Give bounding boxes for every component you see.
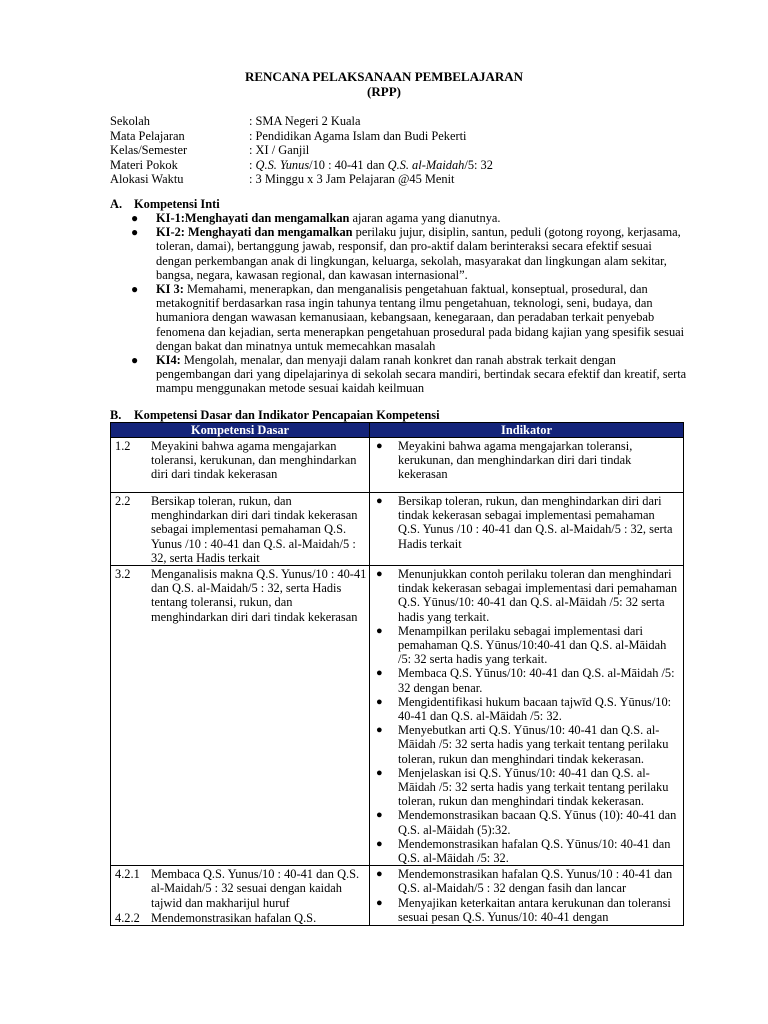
- identity-row-kelas-semester: [110, 143, 493, 158]
- kd-entry: [111, 493, 369, 565]
- ki-text: ajaran agama yang dianutnya.: [349, 211, 501, 225]
- indicator-text: Menyajikan keterkaitan antara kerukunan dan toleransi sesuai pesan Q.S. Yunus/10: 40-41 dengan: [398, 895, 671, 924]
- table-row: [111, 566, 684, 866]
- kd-cell: [111, 866, 370, 926]
- indicator-text: Menjelaskan isi Q.S. Yūnus/10: 40-41 dan Q.S. al-Māidah /5: 32 serta hadis yang terkait tentang perilaku toleran, rukun dan menghindari tindak kekerasan.: [398, 765, 669, 809]
- bullet-icon: ●: [376, 896, 383, 909]
- identity-value-italic: Q.S. Yunus: [255, 157, 310, 172]
- kd-cell: [111, 566, 370, 866]
- identity-block: [110, 114, 493, 187]
- kd-entry: [111, 910, 369, 925]
- list-item: [0, 211, 768, 225]
- identity-label: Alokasi Waktu: [110, 172, 184, 186]
- ki-label: KI-2: Menghayati dan mengamalkan: [156, 225, 353, 240]
- kd-entry: [111, 438, 369, 482]
- identity-row-mata-pelajaran: [110, 129, 493, 144]
- kd-number: 1.2: [115, 439, 131, 453]
- bullet-icon: ●: [376, 495, 383, 507]
- identity-label: Mata Pelajaran: [110, 128, 185, 143]
- indicator-item: [376, 766, 679, 809]
- bullet-icon: ●: [376, 695, 383, 708]
- bullet-icon: ●: [131, 211, 139, 225]
- indicator-text: Menyebutkan arti Q.S. Yūnus/10: 40-41 dan Q.S. al-Māidah /5: 32 serta hadis yang terkait tentang perilaku toleran, rukun dan menghindari tindak kekerasan.: [398, 723, 669, 766]
- indicator-item: [376, 439, 679, 482]
- identity-value: [249, 158, 493, 173]
- section-title: Kompetensi Dasar dan Indikator Pencapaian Kompetensi: [134, 408, 440, 422]
- table-row: [111, 493, 684, 566]
- section-number: B.: [110, 408, 122, 422]
- indicator-text: Membaca Q.S. Yūnus/10: 40-41 dan Q.S. al-Māidah /5: 32 dengan benar.: [398, 666, 675, 695]
- identity-value-italic: Q.S. al-Maidah: [387, 157, 465, 172]
- indicator-text: Mendemonstrasikan hafalan Q.S. Yunus/10 : 40-41 dan Q.S. al-Maidah/5 : 32 dengan fasih dan lancar: [398, 867, 673, 896]
- bullet-icon: ●: [376, 766, 383, 779]
- identity-label: Sekolah: [110, 114, 150, 128]
- ki-text: Memahami, menerapkan, dan menganalisis pengetahuan faktual, konseptual, prosedural, dan metakognitif berdasarkan rasa ingin tahunya tentang ilmu pengetahuan, teknologi, seni, budaya, dan humaniora dengan wawasan kemanusiaan, kebangsaan, kenegaraan, dan peradaban terkait penyebab fenomena dan kejadian, serta menerapkan pengetahuan prosedural pada bidang kajian yang spesifik sesuai dengan bakat dan minatnya untuk memecahkan masalah: [156, 282, 685, 353]
- ki-text: perilaku jujur, disiplin, santun, peduli (gotong royong, kerjasama, toleran, damai), bertanggung jawab, responsif, dan pro-aktif dalam berinteraksi secara efektif sesuai dengan perkembangan anak di lingkungan, keluarga, sekolah, masyarakat dan lingkungan alam sekitar, bangsa, negara, kawasan regional, dan kawasan internasional”.: [156, 225, 681, 282]
- ki-label: KI 3:: [156, 282, 184, 297]
- bullet-icon: ●: [376, 837, 383, 850]
- bullet-icon: ●: [131, 353, 139, 368]
- kompetensi-inti-list: [0, 211, 768, 396]
- section-b-heading: [110, 408, 440, 422]
- indicator-item: [376, 808, 679, 836]
- kd-text: Menganalisis makna Q.S. Yunus/10 : 40-41 dan Q.S. al-Maidah/5 : 32, serta Hadis tentang toleransi, rukun, dan menghindarkan diri dari tindak kekerasan: [151, 567, 367, 624]
- bullet-icon: ●: [376, 568, 383, 581]
- ki-label: KI4:: [156, 353, 181, 368]
- identity-row-alokasi-waktu: [110, 172, 493, 187]
- indicator-cell: [370, 438, 684, 493]
- kd-text: Bersikap toleran, rukun, dan menghindarkan diri dari tindak kekerasan sebagai implementasi pemahaman Q.S. Yunus /10 : 40-41 dan Q.S. al-Maidah/5 : 32, serta Hadis terkait: [151, 494, 358, 565]
- document-title: RENCANA PELAKSANAAN PEMBELAJARAN: [244, 69, 524, 84]
- indicator-item: [376, 723, 679, 766]
- bullet-icon: ●: [376, 868, 383, 881]
- indicator-item: [376, 494, 679, 551]
- kd-number: 2.2: [115, 494, 131, 508]
- document-subtitle: (RPP): [367, 84, 401, 99]
- column-header-kompetensi-dasar: Kompetensi Dasar: [111, 423, 370, 438]
- identity-value-part: /5: 32: [464, 157, 493, 172]
- identity-value: : Pendidikan Agama Islam dan Budi Pekerti: [249, 128, 467, 143]
- indicator-text: Mendemonstrasikan hafalan Q.S. Yūnus/10: 40-41 dan Q.S. al-Māidah /5: 32.: [398, 836, 671, 866]
- list-item: [0, 353, 768, 396]
- indicator-item: [376, 867, 679, 895]
- kompetensi-table: [110, 422, 684, 926]
- bullet-icon: ●: [376, 809, 383, 822]
- kd-cell: [111, 438, 370, 493]
- section-title: Kompetensi Inti: [134, 197, 220, 211]
- list-item: [0, 282, 768, 353]
- identity-label: Materi Pokok: [110, 157, 178, 172]
- list-item: [0, 225, 768, 282]
- indicator-text: Bersikap toleran, rukun, dan menghindarkan diri dari tindak kekerasan sebagai implementasi pemahaman Q.S. Yunus /10 : 40-41 dan Q.S. al-Maidah/5 : 32, serta Hadis terkait: [398, 494, 673, 551]
- bullet-icon: ●: [376, 667, 383, 680]
- table-row: [111, 438, 684, 493]
- indicator-item: [376, 896, 679, 924]
- kd-number: 4.2.1: [115, 867, 140, 882]
- kd-entry: [111, 566, 369, 624]
- indicator-text: Mendemonstrasikan bacaan Q.S. Yūnus (10): 40-41 dan Q.S. al-Māidah (5):32.: [398, 808, 677, 837]
- kd-text: Mendemonstrasikan hafalan Q.S.: [151, 910, 317, 925]
- bullet-icon: ●: [131, 282, 139, 297]
- indicator-item: [376, 837, 679, 865]
- table-header-row: [111, 423, 684, 438]
- ki-label: KI-1:Menghayati dan mengamalkan: [156, 211, 350, 225]
- indicator-text: Menunjukkan contoh perilaku toleran dan menghindari tindak kekerasan sebagai implementasi dari pemahaman Q.S. Yūnus/10: 40-41 dan Q.S. al-Māidah /5: 32 serta hadis yang terkait.: [398, 567, 678, 624]
- indicator-item: [376, 695, 679, 723]
- identity-value: : 3 Minggu x 3 Jam Pelajaran @45 Menit: [249, 172, 455, 186]
- section-a-heading: [110, 197, 220, 211]
- kd-text: Membaca Q.S. Yunus/10 : 40-41 dan Q.S. al-Maidah/5 : 32 sesuai dengan kaidah tajwid dan makharijul huruf: [151, 867, 360, 910]
- identity-label: Kelas/Semester: [110, 143, 188, 157]
- indicator-cell: [370, 866, 684, 926]
- table-row: [111, 866, 684, 926]
- bullet-icon: ●: [376, 440, 383, 452]
- kd-number: 3.2: [115, 567, 131, 582]
- ki-text: Mengolah, menalar, dan menyaji dalam ranah konkret dan ranah abstrak terkait dengan pengembangan dari yang dipelajarinya di sekolah secara mandiri, bertindak secara efektif dan kreatif, serta mampu menggunakan metode sesuai kaidah keilmuan: [156, 353, 687, 396]
- indicator-text: Meyakini bahwa agama mengajarkan toleransi, kerukunan, dan menghindarkan diri dari tindak kekerasan: [398, 439, 633, 482]
- identity-value: : SMA Negeri 2 Kuala: [249, 114, 361, 128]
- identity-value-part: :: [249, 157, 256, 172]
- identity-row-sekolah: [110, 114, 493, 129]
- indicator-item: [376, 567, 679, 624]
- indicator-cell: [370, 493, 684, 566]
- kd-cell: [111, 493, 370, 566]
- kd-entry: [111, 866, 369, 910]
- bullet-icon: ●: [131, 225, 139, 240]
- indicator-text: Menampilkan perilaku sebagai implementasi dari pemahaman Q.S. Yūnus/10:40-41 dan Q.S. al-Māidah /5: 32 serta hadis yang terkait.: [398, 623, 667, 667]
- identity-row-materi-pokok: [110, 158, 493, 173]
- identity-value: : XI / Ganjil: [249, 143, 310, 157]
- indicator-text: Mengidentifikasi hukum bacaan tajwīd Q.S. Yūnus/10: 40-41 dan Q.S. al-Māidah /5: 32.: [398, 694, 672, 724]
- bullet-icon: ●: [376, 624, 383, 637]
- identity-value-part: /10 : 40-41 dan: [309, 157, 388, 172]
- section-number: A.: [110, 197, 123, 211]
- kd-text: Meyakini bahwa agama mengajarkan toleransi, kerukunan, dan menghindarkan diri dari tindak kekerasan: [151, 439, 357, 482]
- indicator-item: [376, 666, 679, 694]
- indicator-cell: [370, 566, 684, 866]
- kd-number: 4.2.2: [115, 910, 140, 925]
- bullet-icon: ●: [376, 724, 383, 737]
- indicator-item: [376, 624, 679, 667]
- column-header-indikator: Indikator: [370, 423, 684, 438]
